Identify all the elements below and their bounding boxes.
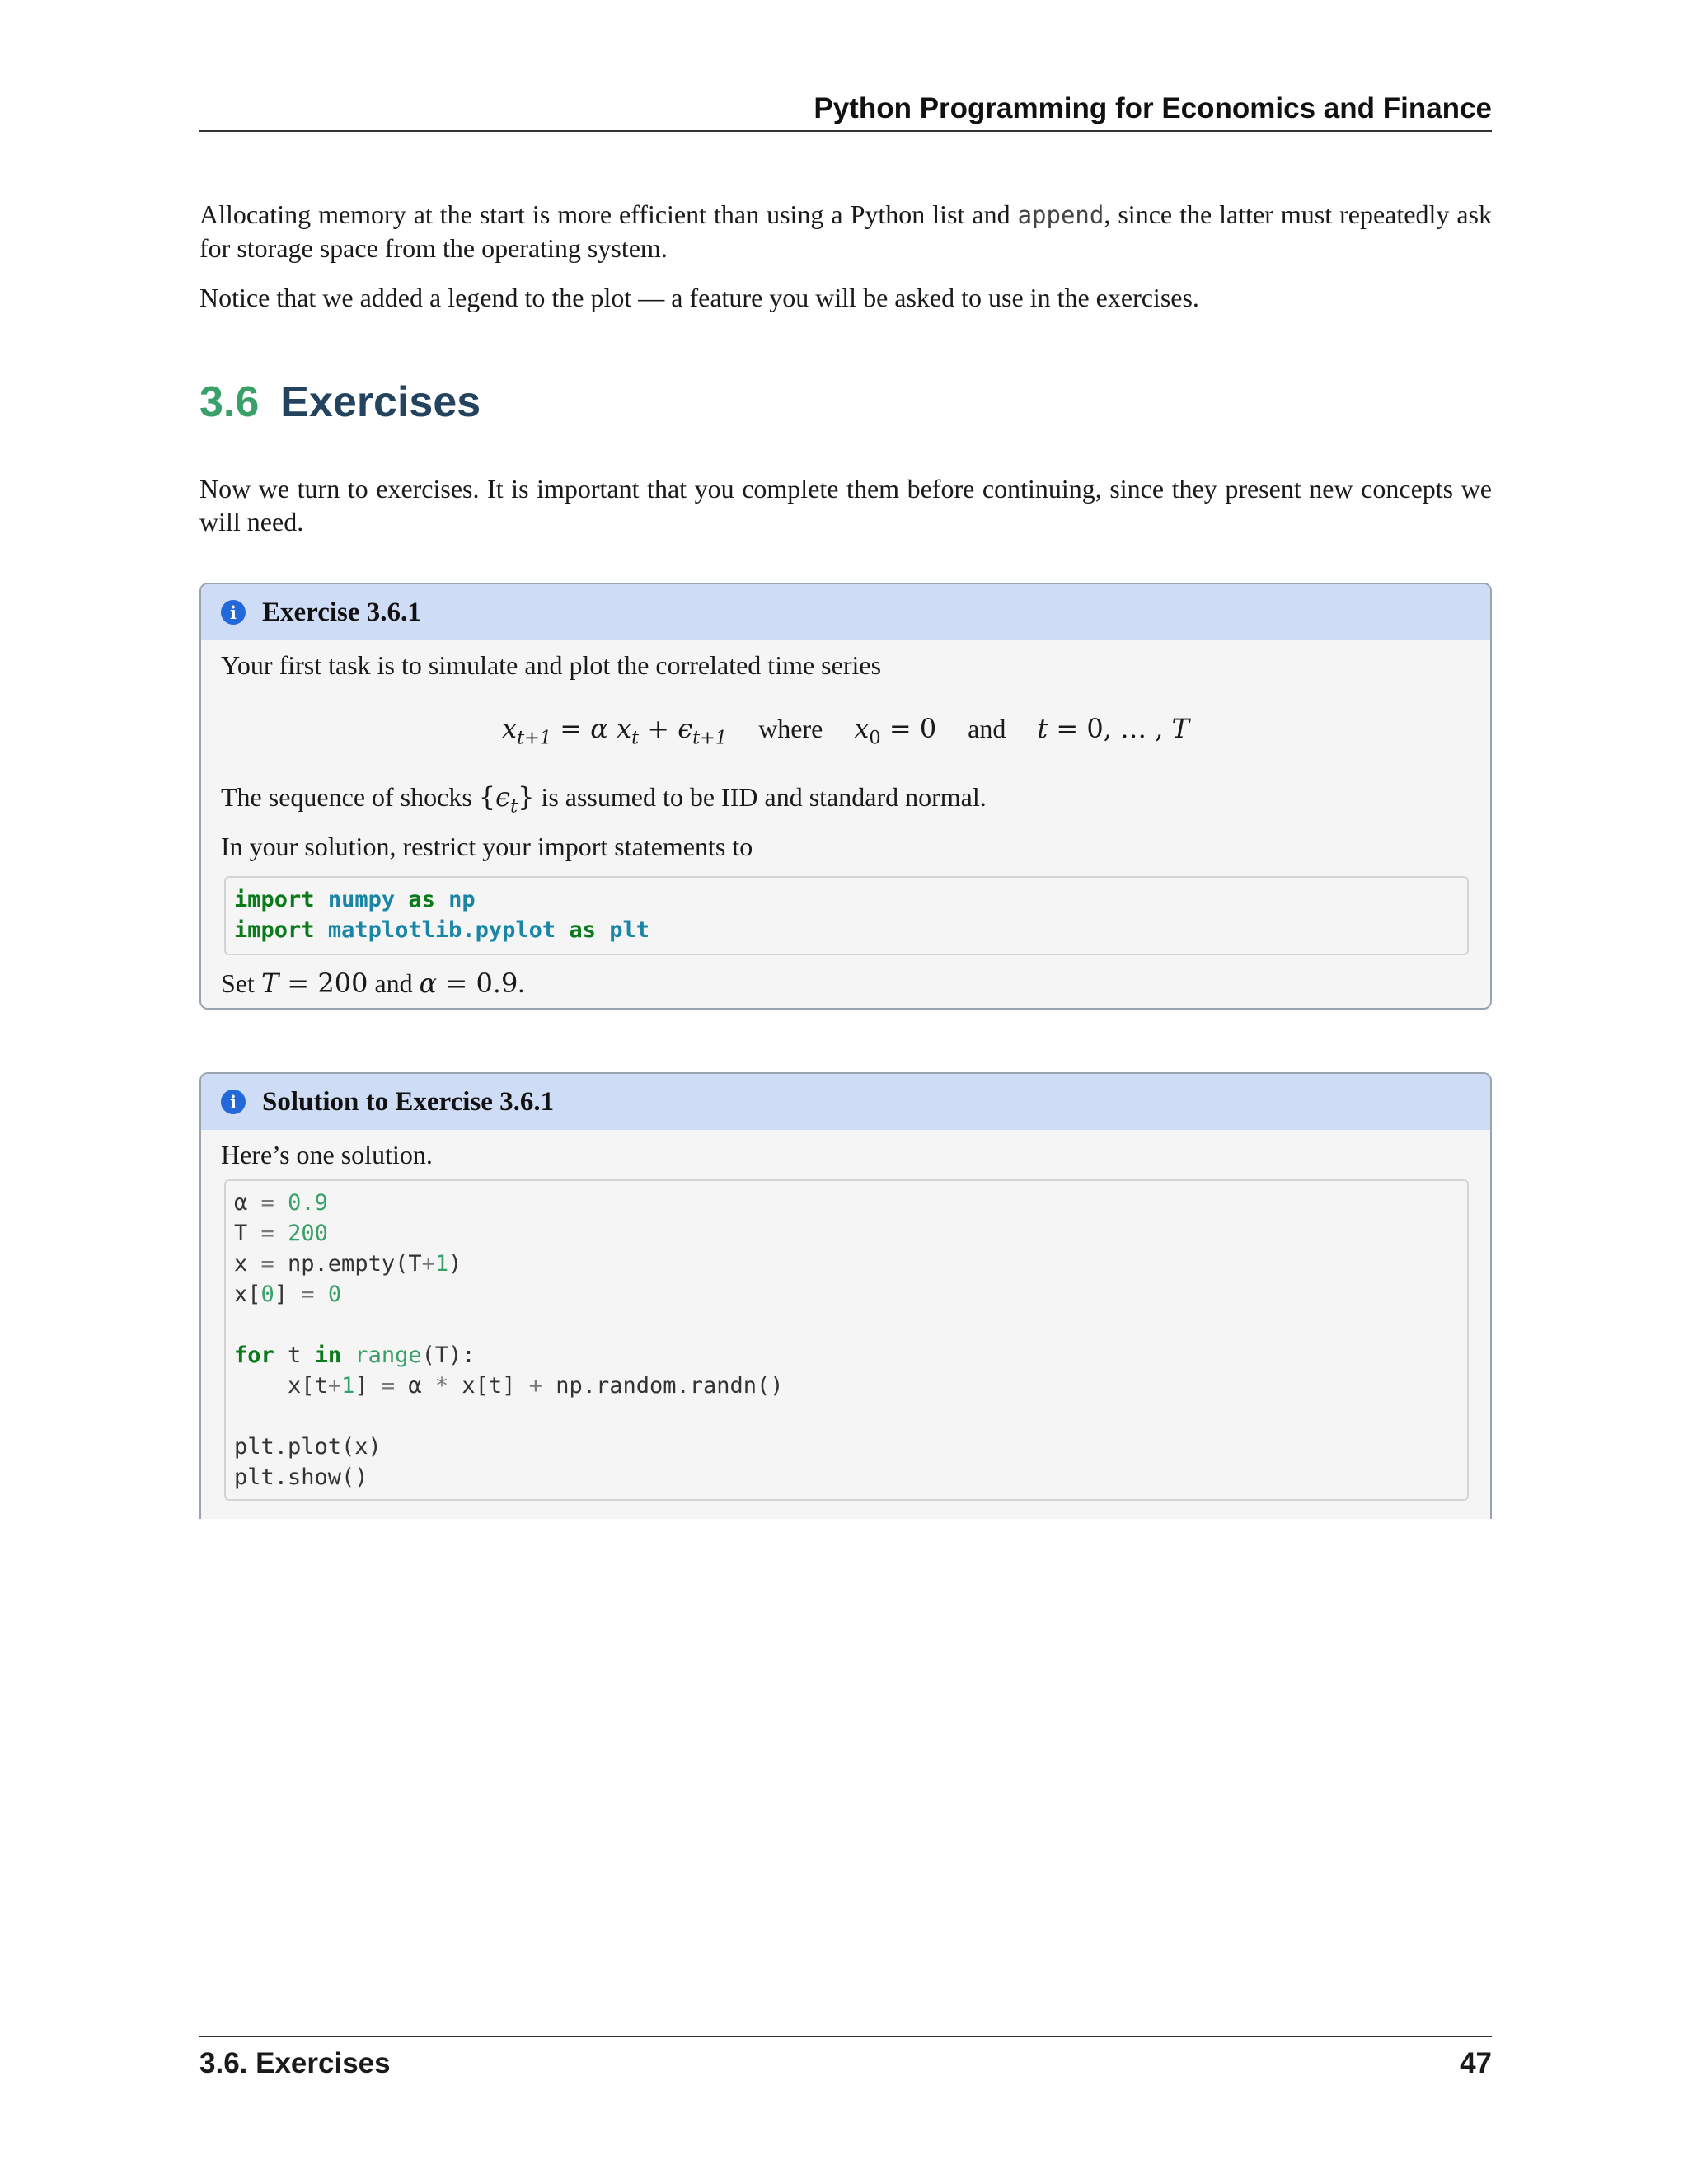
exercise-title: Exercise 3.6.1 bbox=[262, 597, 421, 627]
code-var: α bbox=[234, 1190, 248, 1216]
code-number: 0 bbox=[327, 1282, 342, 1307]
code-keyword: import bbox=[234, 917, 315, 943]
solution-intro: Here’s one solution. bbox=[221, 1140, 433, 1169]
code-text: t bbox=[274, 1343, 315, 1368]
equation-range: t = 0, … , T bbox=[1037, 713, 1189, 744]
code-line bbox=[234, 1249, 1459, 1279]
running-header: Python Programming for Economics and Finance bbox=[814, 92, 1492, 124]
shocks-math: $\{\epsilon_t\}$ bbox=[478, 781, 535, 818]
code-line bbox=[234, 884, 1459, 915]
shocks-line bbox=[221, 780, 987, 823]
solution-box bbox=[199, 1072, 1492, 1519]
code-line bbox=[234, 1188, 1459, 1218]
code-keyword: in bbox=[314, 1343, 342, 1368]
code-blank-line bbox=[234, 1401, 1459, 1432]
code-number: 1 bbox=[341, 1373, 355, 1399]
shocks-text-cont: is assumed to be IID and standard normal. bbox=[534, 782, 987, 812]
code-op: + bbox=[327, 1373, 342, 1399]
set-line bbox=[221, 967, 524, 1000]
solution-header bbox=[201, 1074, 1490, 1130]
code-text: x[t] bbox=[448, 1373, 529, 1399]
set-alpha-value: 0.9 bbox=[476, 968, 518, 999]
code-text: ] bbox=[354, 1373, 382, 1399]
code-line bbox=[234, 1371, 1459, 1401]
code-number: 200 bbox=[288, 1221, 328, 1246]
section-title bbox=[199, 377, 481, 427]
code-number: 1 bbox=[434, 1251, 449, 1277]
code-keyword: import bbox=[234, 887, 315, 912]
intro-paragraph-1 bbox=[199, 198, 1492, 265]
page-number: 47 bbox=[1460, 2047, 1492, 2079]
info-icon: i bbox=[221, 600, 246, 625]
code-text: np.empty(T bbox=[274, 1251, 422, 1277]
code-line: plt.plot(x) bbox=[234, 1434, 382, 1460]
solution-code-block bbox=[224, 1179, 1469, 1501]
footer-section: 3.6. Exercises bbox=[199, 2047, 391, 2079]
inline-code-append: append bbox=[1017, 201, 1104, 229]
import-code-block bbox=[224, 876, 1469, 955]
equation-initial: $x_0 = 0$ bbox=[854, 713, 937, 749]
code-keyword: as bbox=[569, 917, 596, 943]
intro-text: Allocating memory at the start is more efficient than using a Python list and bbox=[199, 199, 1018, 229]
code-line bbox=[234, 915, 1459, 945]
code-number: 0 bbox=[260, 1282, 274, 1307]
code-builtin: range bbox=[354, 1343, 422, 1368]
solution-title: Solution to Exercise 3.6.1 bbox=[262, 1086, 555, 1117]
info-icon: i bbox=[221, 1090, 246, 1114]
code-line bbox=[234, 1340, 1459, 1371]
code-line bbox=[234, 1218, 1459, 1249]
code-text: x[t bbox=[234, 1373, 328, 1399]
equation-where: where bbox=[758, 714, 823, 743]
code-text: ] bbox=[274, 1282, 302, 1307]
set-text: Set bbox=[221, 968, 261, 998]
code-op: * bbox=[434, 1373, 449, 1399]
code-keyword: for bbox=[234, 1343, 274, 1368]
equation bbox=[201, 713, 1490, 748]
code-var: T bbox=[234, 1221, 248, 1246]
set-alpha: α = 0.9 bbox=[419, 968, 518, 999]
header-rule bbox=[199, 130, 1492, 132]
code-line: plt.show() bbox=[234, 1465, 368, 1490]
exercise-line1: Your first task is to simulate and plot the correlated time series bbox=[221, 650, 882, 680]
code-op: + bbox=[421, 1251, 435, 1277]
code-text: x bbox=[234, 1251, 261, 1277]
section-name: Exercises bbox=[280, 378, 481, 426]
code-op: = bbox=[260, 1251, 274, 1277]
intro-paragraph-2: Notice that we added a legend to the plot — a feature you will be asked to use in the exercises. bbox=[199, 283, 1199, 312]
set-period: . bbox=[518, 968, 525, 998]
section-intro: Now we turn to exercises. It is important that you complete them before continuing, since they present new concepts we will need. bbox=[199, 474, 1492, 537]
code-number: 0.9 bbox=[288, 1190, 328, 1216]
code-keyword: as bbox=[408, 887, 435, 912]
code-op: = bbox=[260, 1190, 274, 1216]
code-text: x[ bbox=[234, 1282, 261, 1307]
code-module: matplotlib.pyplot bbox=[327, 917, 556, 943]
code-blank-line bbox=[234, 1310, 1459, 1340]
code-text: α bbox=[395, 1373, 435, 1399]
code-op: + bbox=[528, 1373, 542, 1399]
code-module: numpy bbox=[327, 887, 396, 912]
section-number: 3.6 bbox=[199, 378, 260, 426]
code-text: (T): bbox=[421, 1343, 476, 1368]
set-and: and bbox=[368, 968, 420, 998]
code-text: ) bbox=[448, 1251, 462, 1277]
exercise-box bbox=[199, 583, 1492, 1010]
intro-text-cont: , since the latter must repeatedly ask for storage space from the operating system. bbox=[199, 199, 1493, 263]
code-module: np bbox=[448, 887, 476, 912]
footer-rule bbox=[199, 2036, 1492, 2037]
set-T: T = 200 bbox=[260, 968, 368, 999]
shocks-text: The sequence of shocks bbox=[221, 782, 479, 812]
equation-and: and bbox=[968, 714, 1006, 743]
set-T-value: 200 bbox=[317, 968, 368, 999]
code-text: np.random.randn() bbox=[542, 1373, 784, 1399]
code-op: = bbox=[301, 1282, 315, 1307]
code-op: = bbox=[381, 1373, 396, 1399]
equation-lhs: $x_{t+1} = \alpha$ $x_t + \epsilon_{t+1}$ bbox=[502, 713, 728, 749]
restrict-line: In your solution, restrict your import statements to bbox=[221, 832, 753, 861]
code-module: plt bbox=[609, 917, 649, 943]
exercise-header bbox=[201, 584, 1490, 640]
code-line bbox=[234, 1279, 1459, 1310]
code-op: = bbox=[260, 1221, 274, 1246]
